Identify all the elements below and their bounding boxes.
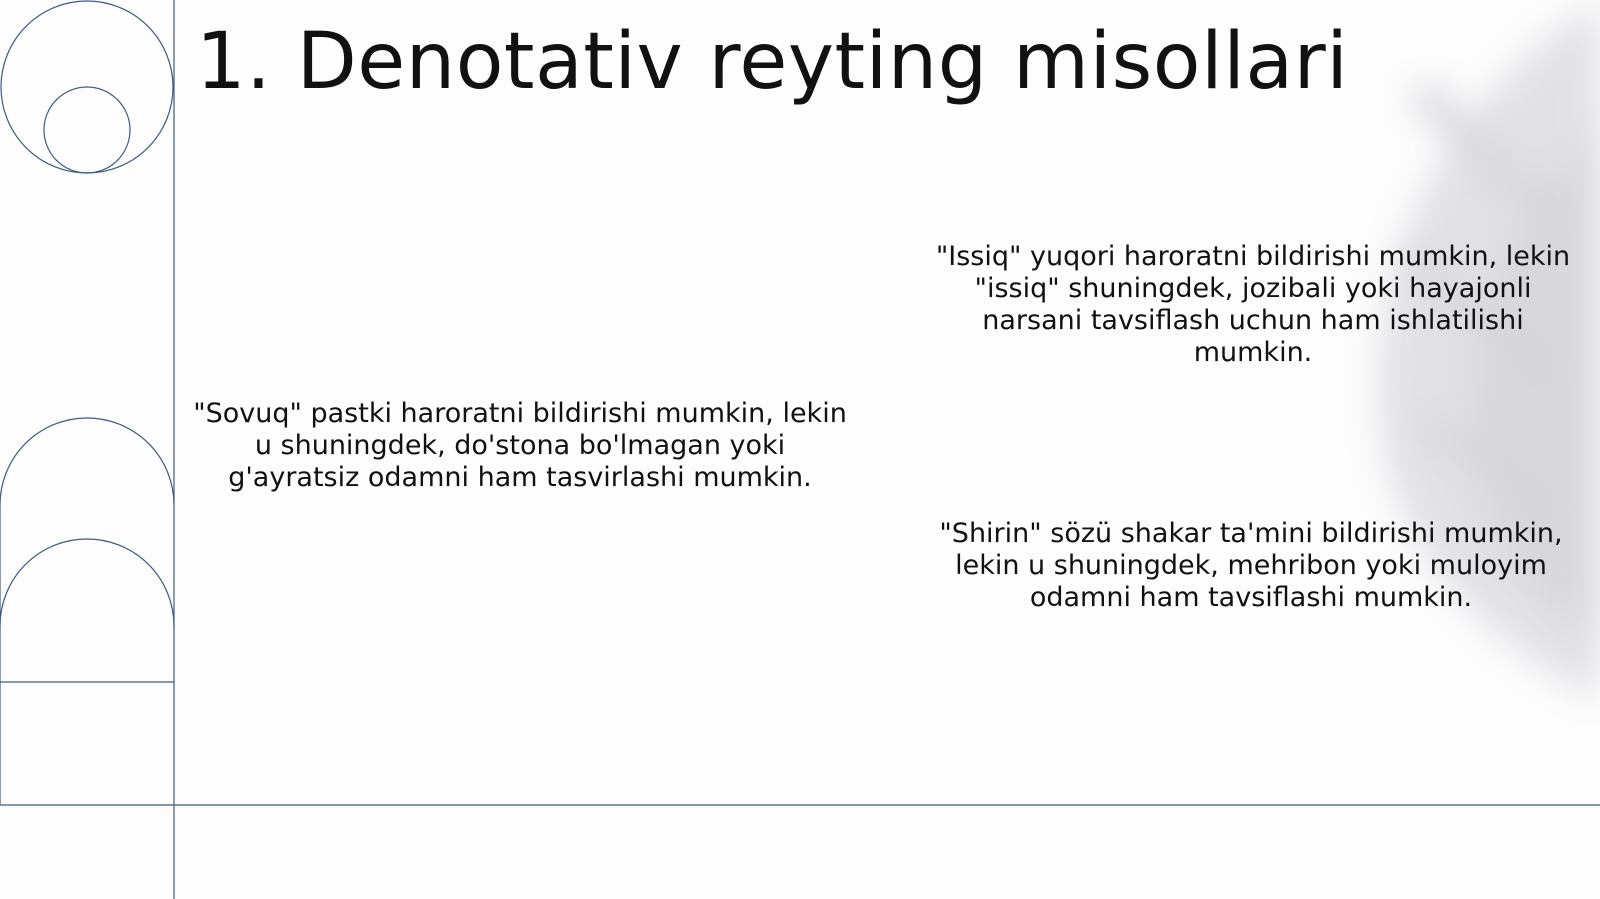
- slide-title: 1. Denotativ reyting misollari: [196, 17, 1349, 107]
- example-sweet: "Shirin" sözü shakar ta'mini bildirishi mumkin, lekin u shuningdek, mehribon yoki muloyim odamni ham tavsiflashi mumkin.: [939, 518, 1563, 613]
- example-hot: "Issiq" yuqori haroratni bildirishi mumkin, lekin "issiq" shuningdek, jozibali yoki hayajonli narsani tavsiflash uchun ham ishlatilishi mumkin.: [935, 241, 1571, 368]
- example-cold: "Sovuq" pastki haroratni bildirishi mumkin, lekin u shuningdek, do'stona bo'lmagan yoki g'ayratsiz odamni ham tasvirlashi mumkin.: [193, 398, 847, 493]
